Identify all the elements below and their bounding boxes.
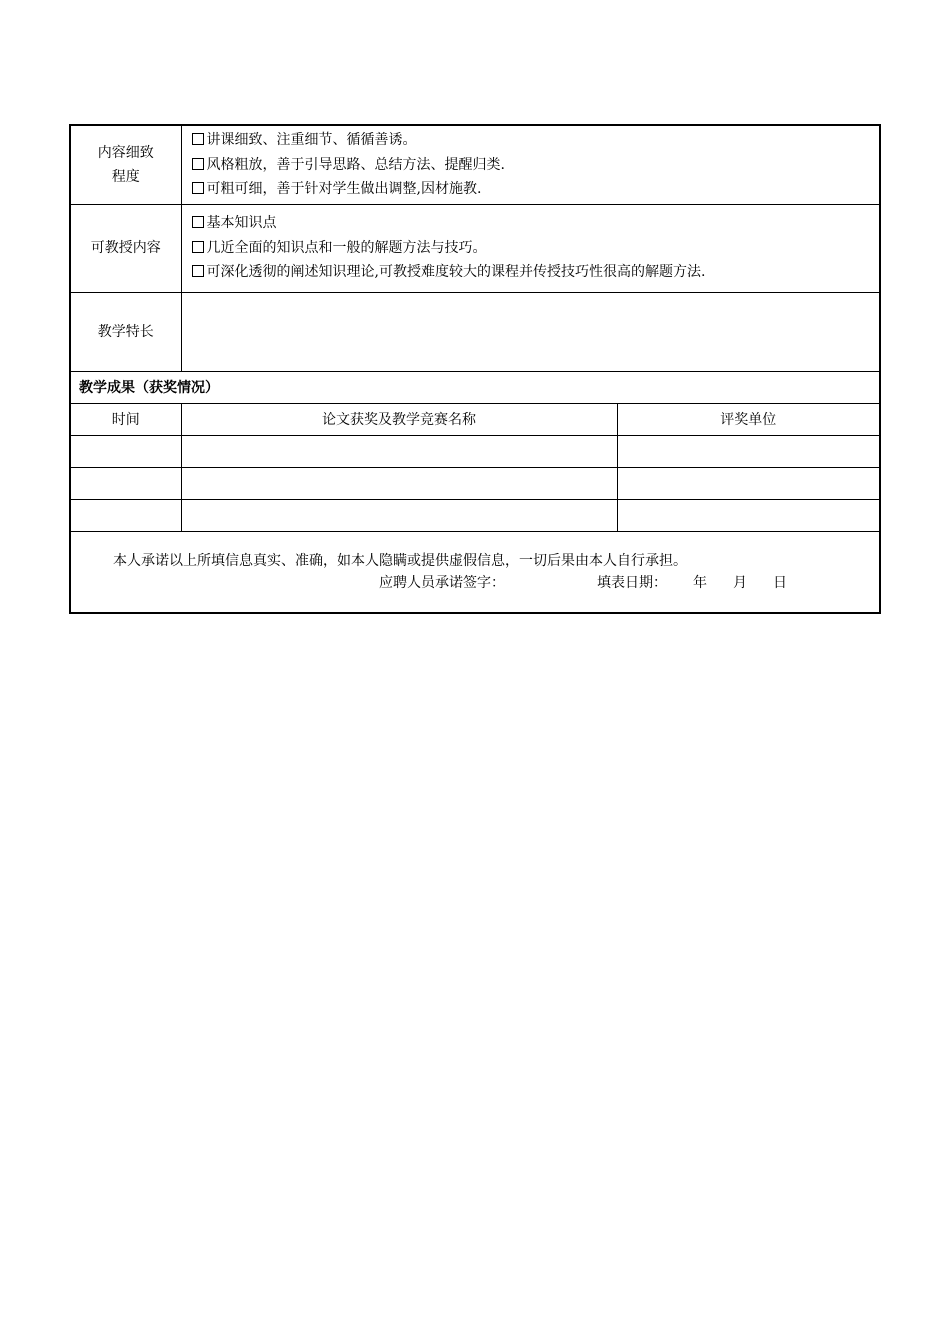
application-form-table: [69, 124, 881, 614]
checkbox-icon[interactable]: [192, 182, 204, 194]
checkbox-icon[interactable]: [192, 133, 204, 145]
signature-label: 应聘人员承诺签字：: [379, 574, 505, 591]
pledge-signature-line: [71, 572, 879, 594]
checkbox-icon[interactable]: [192, 158, 204, 170]
teachable-content-row: [70, 204, 880, 292]
teaching-specialty-label: 教学特长: [70, 292, 181, 371]
teachable-content-option[interactable]: [192, 211, 880, 236]
option-label: 讲课细致、注重细节、循循善诱。: [206, 132, 417, 148]
option-label: 基本知识点: [206, 215, 277, 232]
checkbox-icon[interactable]: [192, 216, 204, 228]
month-label: 月: [733, 574, 747, 591]
teachable-content-option[interactable]: [192, 236, 880, 261]
pledge-statement: 本人承诺以上所填信息真实、准确，如本人隐瞒或提供虚假信息，一切后果由本人自行承担。: [113, 552, 687, 569]
table-row: [70, 499, 880, 531]
time-cell[interactable]: [70, 499, 181, 531]
detail-level-option[interactable]: [192, 128, 880, 153]
detail-level-options: [181, 125, 880, 204]
awarding-unit-cell[interactable]: [617, 435, 880, 467]
awarding-unit-cell[interactable]: [617, 467, 880, 499]
time-cell[interactable]: [70, 435, 181, 467]
column-header-time: 时间: [70, 403, 181, 435]
option-label: 风格粗放，善于引导思路、总结方法、提醒归类.: [206, 156, 505, 173]
award-name-cell[interactable]: [181, 467, 617, 499]
detail-level-option[interactable]: [192, 177, 880, 202]
award-name-cell[interactable]: [181, 499, 617, 531]
column-header-awarding-unit: 评奖单位: [617, 403, 880, 435]
year-label: 年: [693, 574, 707, 591]
teaching-specialty-row: [70, 292, 880, 371]
date-label: 填表日期：: [597, 574, 667, 591]
teachable-content-options: [181, 204, 880, 292]
pledge-row: [70, 531, 880, 613]
option-label: 可粗可细，善于针对学生做出调整,因材施教.: [206, 181, 482, 197]
option-label: 可深化透彻的阐述知识理论,可教授难度较大的课程并传授技巧性很高的解题方法.: [206, 264, 706, 281]
time-cell[interactable]: [70, 467, 181, 499]
option-label: 几近全面的知识点和一般的解题方法与技巧。: [206, 239, 487, 256]
award-name-cell[interactable]: [181, 435, 617, 467]
table-row: [70, 467, 880, 499]
awarding-unit-cell[interactable]: [617, 499, 880, 531]
detail-level-label-line1: 内容细致: [97, 144, 154, 161]
achievements-title-row: [70, 371, 880, 403]
detail-level-label-line2: 程度: [111, 168, 140, 185]
teachable-content-option[interactable]: [192, 260, 880, 285]
checkbox-icon[interactable]: [192, 265, 204, 277]
detail-level-row: [70, 125, 880, 204]
teaching-specialty-field[interactable]: [181, 292, 880, 371]
table-row: [70, 435, 880, 467]
teachable-content-label: 可教授内容: [70, 204, 181, 292]
achievements-title: 教学成果（获奖情况）: [70, 371, 880, 403]
achievements-header-row: [70, 403, 880, 435]
column-header-award-name: 论文获奖及教学竞赛名称: [181, 403, 617, 435]
detail-level-option[interactable]: [192, 153, 880, 178]
day-label: 日: [773, 574, 787, 591]
detail-level-label: [70, 125, 181, 204]
pledge-cell: [70, 531, 880, 613]
checkbox-icon[interactable]: [192, 241, 204, 253]
